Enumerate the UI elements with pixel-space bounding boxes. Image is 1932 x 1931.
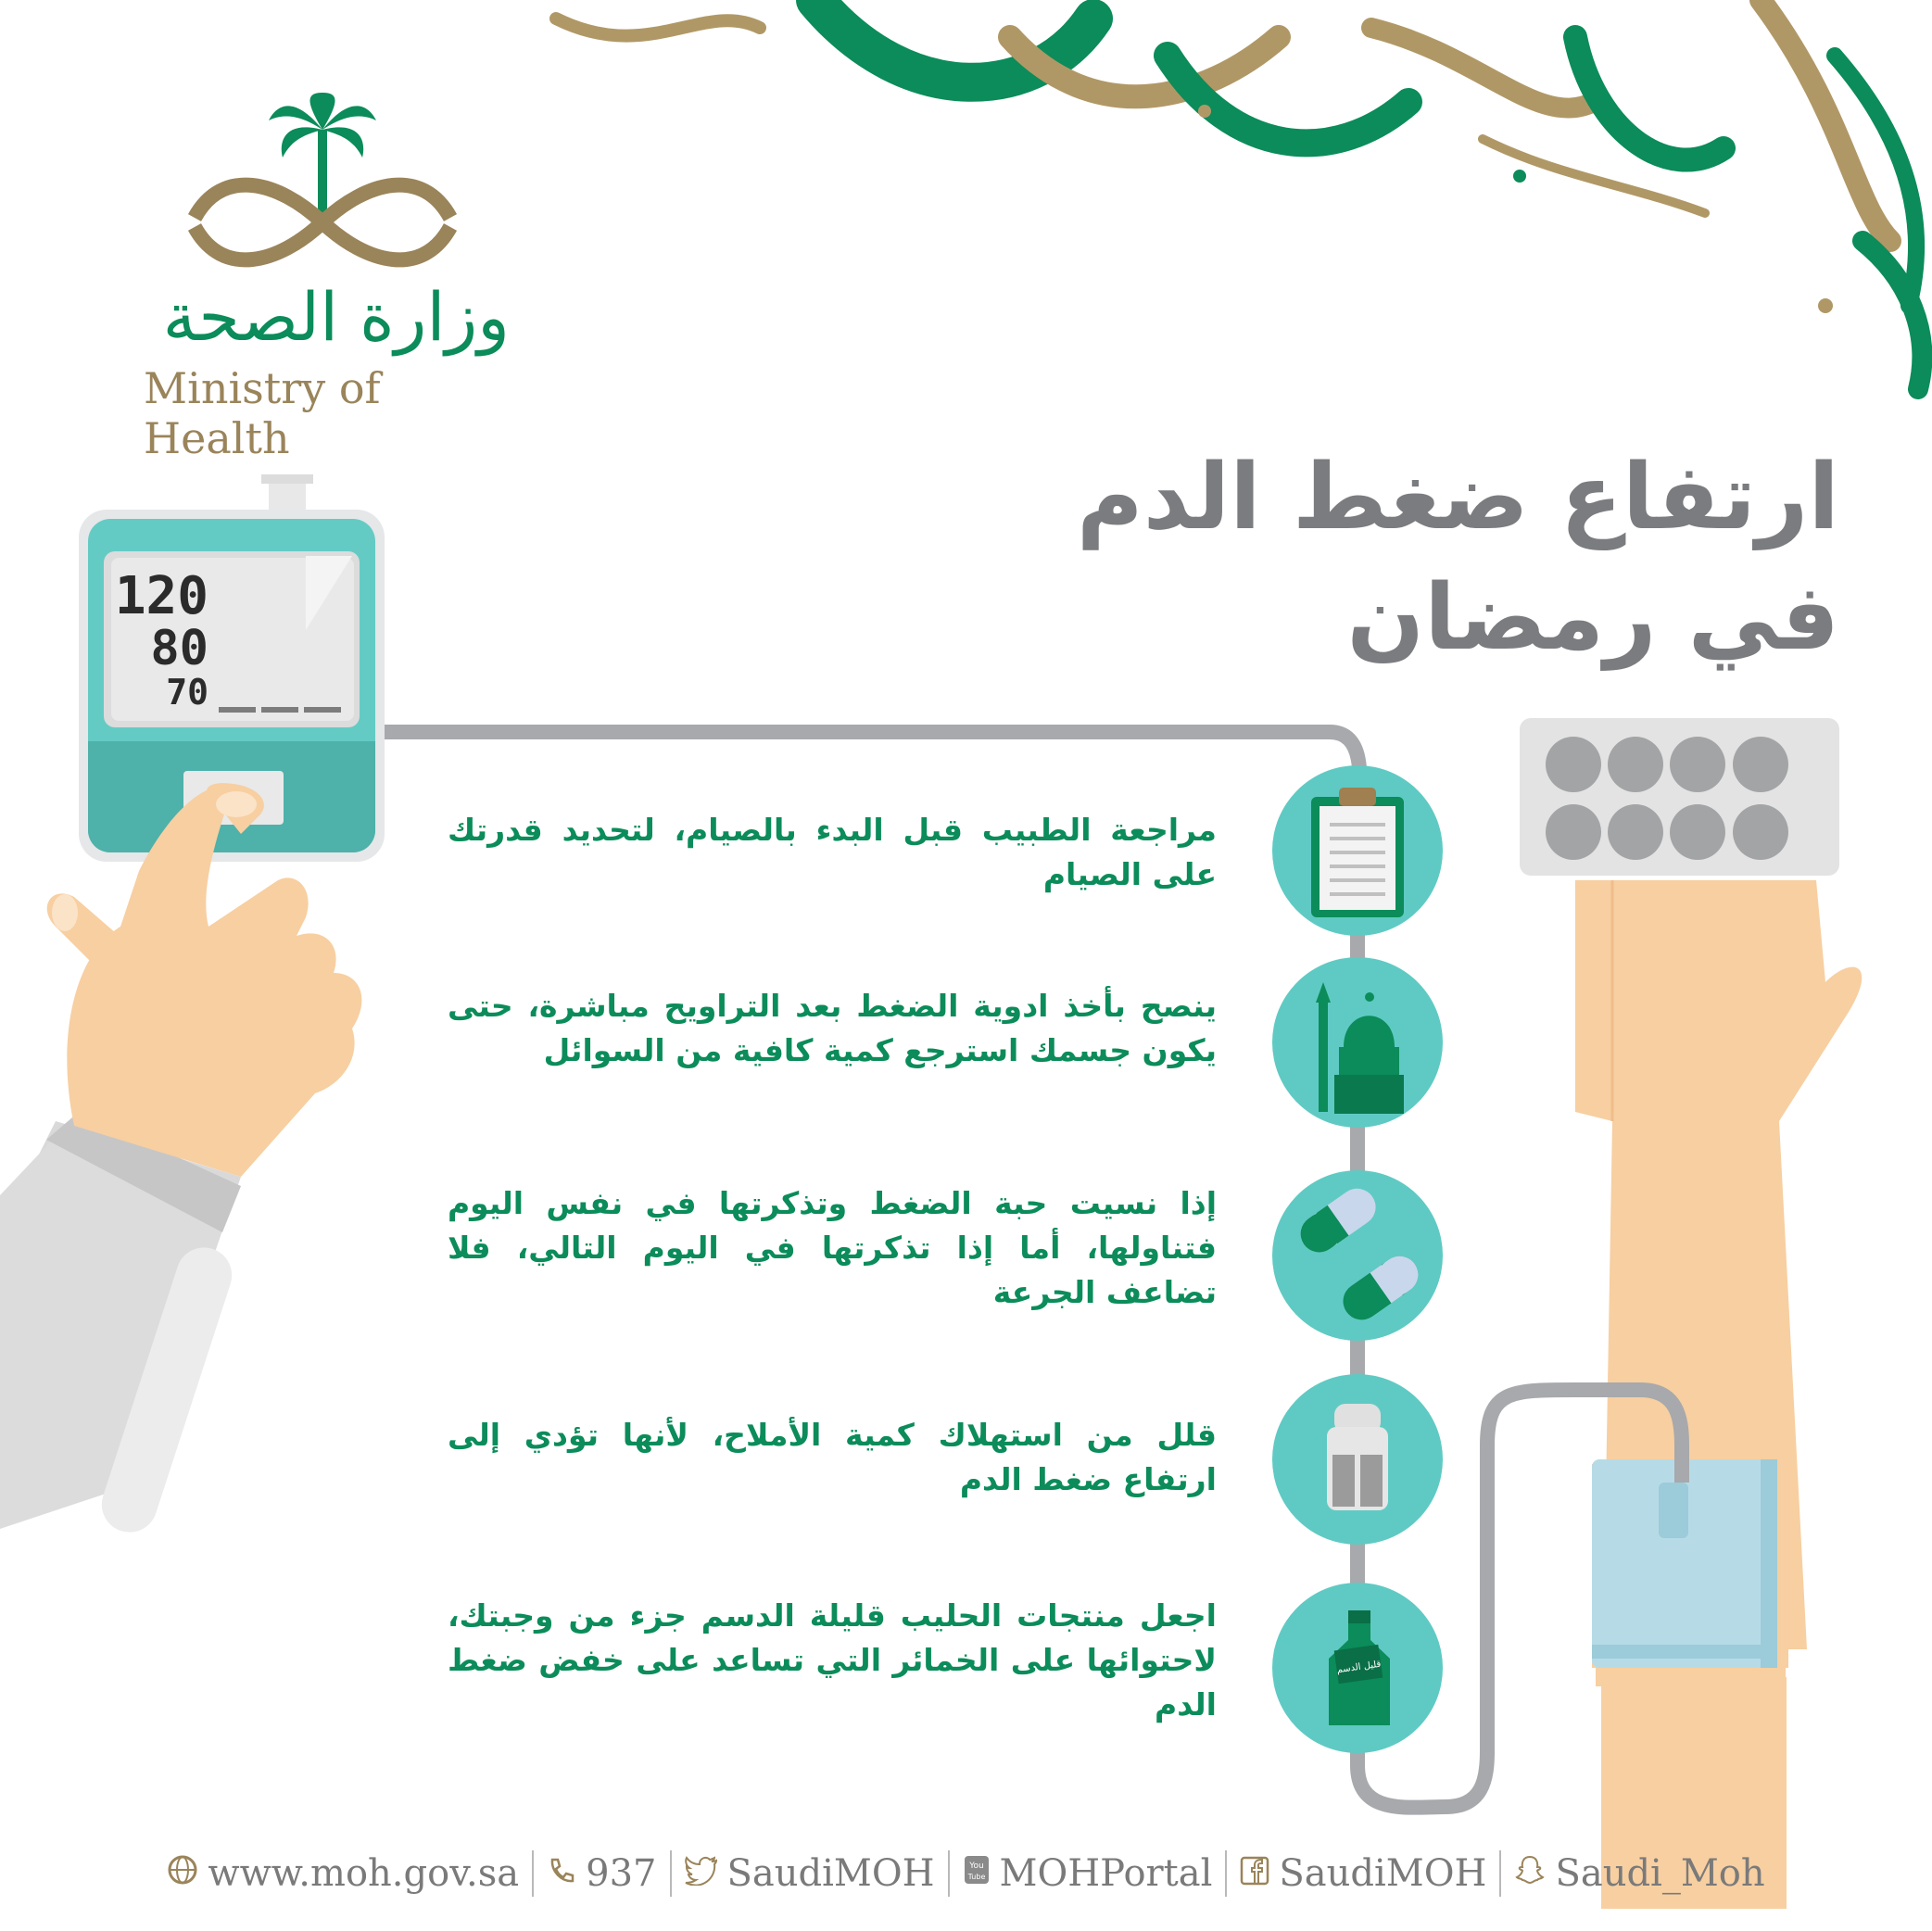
clipboard-icon xyxy=(1272,765,1443,936)
facebook-icon xyxy=(1240,1852,1269,1895)
twitter-text: SaudiMOH xyxy=(726,1852,935,1895)
tip-text-4: قلل من استهلاك كمية الأملاح، لأنها تؤدي إلى ارتفاع ضغط الدم xyxy=(448,1417,1217,1497)
globe-icon xyxy=(167,1852,198,1895)
website-text: www.moh.gov.sa xyxy=(208,1852,520,1895)
twitter-link[interactable] xyxy=(672,1852,948,1895)
snapchat-link[interactable] xyxy=(1501,1852,1777,1895)
snapchat-text: Saudi_Moh xyxy=(1555,1852,1765,1895)
youtube-text: MOHPortal xyxy=(999,1852,1213,1895)
page-title-line1: ارتفاع ضغط الدم xyxy=(1076,445,1839,550)
bottle-label: قليل الدسم xyxy=(1335,1659,1383,1676)
phone-link[interactable] xyxy=(534,1852,669,1895)
phone-icon xyxy=(547,1852,576,1895)
calligraphy-decoration xyxy=(556,0,1922,389)
systolic-readout: 120 xyxy=(114,566,208,626)
ministry-name-arabic: وزارة الصحة xyxy=(162,278,510,356)
svg-text:Tube: Tube xyxy=(967,1873,985,1881)
svg-text:You: You xyxy=(968,1862,984,1871)
pointing-hand xyxy=(0,783,361,1539)
moh-logo-emblem xyxy=(195,93,450,259)
diastolic-readout: 80 xyxy=(150,621,208,676)
facebook-text: SaudiMOH xyxy=(1279,1852,1487,1895)
twitter-icon xyxy=(685,1852,718,1895)
mosque-icon xyxy=(1272,957,1443,1128)
pill-capsules-icon xyxy=(1272,1170,1443,1341)
pulse-readout: 70 xyxy=(166,672,208,713)
tip-icons xyxy=(1272,765,1443,1753)
snapchat-icon xyxy=(1514,1852,1546,1895)
ministry-name-english: Ministry of Health xyxy=(144,363,381,463)
website-link[interactable] xyxy=(154,1852,532,1895)
milk-bottle-icon xyxy=(1272,1583,1443,1753)
facebook-link[interactable] xyxy=(1227,1852,1499,1895)
tip-text-3: إذا نسيت حبة الضغط وتذكرتها في نفس اليوم فتناولها، أما إذا تذكرتها في اليوم التالي، فلا تضاعف الجرعة xyxy=(448,1185,1217,1310)
tip-text-1: مراجعة الطبيب قبل البدء بالصيام، لتحديد قدرتك على الصيام xyxy=(448,812,1217,892)
youtube-link[interactable] xyxy=(950,1852,1226,1895)
youtube-icon xyxy=(963,1852,991,1895)
tip-text-5: اجعل منتجات الحليب قليلة الدسم جزء من وجبتك، لاحتوائها على الخمائر التي تساعد على خفض ضغط الدم xyxy=(448,1597,1217,1723)
tip-text-2: ينصح بأخذ ادوية الضغط بعد التراويح مباشرة، حتى يكون جسمك استرجع كمية كافية من السوائل xyxy=(448,988,1217,1068)
contact-footer xyxy=(0,1846,1932,1901)
salt-shaker-icon xyxy=(1272,1374,1443,1545)
phone-text: 937 xyxy=(586,1852,657,1895)
pill-blister-pack xyxy=(1520,718,1839,876)
page-title-line2: في رمضان xyxy=(1346,565,1839,671)
